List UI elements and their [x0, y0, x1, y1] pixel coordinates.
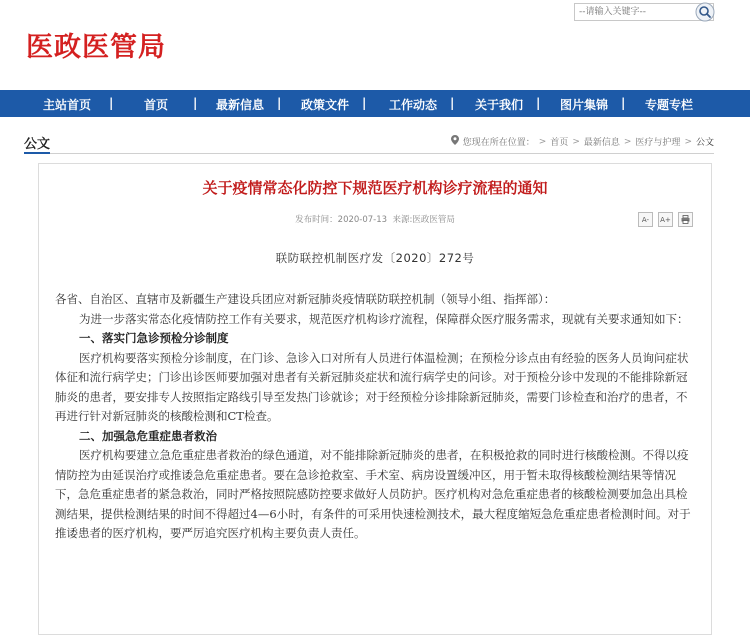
meta-source: 医政医管局 [412, 215, 455, 225]
main-nav [0, 90, 750, 117]
meta-date: 2020-07-13 [337, 215, 388, 225]
nav-item-work-news[interactable]: 工作动态 [389, 98, 438, 112]
nav-item-gallery[interactable]: 图片集锦 [560, 98, 609, 112]
breadcrumb-prefix: 您现在所在位置： [462, 138, 535, 148]
nav-separator: | [277, 96, 282, 110]
search-input[interactable] [575, 5, 701, 19]
document-number: 联防联控机制医疗发〔2020〕272号 [275, 251, 475, 265]
article-meta [39, 213, 711, 225]
search-icon[interactable] [695, 2, 715, 22]
breadcrumb-item-latest[interactable]: 最新信息 [583, 138, 620, 148]
nav-item-home[interactable]: 首页 [144, 98, 169, 112]
meta-source-label: 来源: [392, 215, 413, 225]
meta-date-label: 发布时间： [295, 215, 338, 225]
article-body [55, 290, 695, 544]
printer-icon [681, 215, 690, 224]
nav-separator: | [109, 96, 114, 110]
breadcrumb-item-home[interactable]: 首页 [550, 138, 569, 148]
location-pin-icon [451, 135, 459, 148]
site-logo[interactable]: 医政医管局 [26, 32, 166, 63]
nav-item-policy[interactable]: 政策文件 [301, 98, 350, 112]
nav-item-main-home[interactable]: 主站首页 [43, 98, 92, 112]
nav-item-about[interactable]: 关于我们 [475, 98, 524, 112]
intro-paragraph: 为进一步落实常态化疫情防控工作有关要求，规范医疗机构诊疗流程，保障群众医疗服务需求，现就有关要求通知如下： [79, 311, 689, 326]
breadcrumb [451, 135, 714, 148]
article-tools [638, 212, 693, 227]
section-2-paragraph: 医疗机构要建立急危重症患者救治的绿色通道，对不能排除新冠肺炎的患者，在积极抢救的同时进行核酸检测。不得以疫情防控为由延误治疗或推诿急危重症患者。要在急诊抢救室、手术室、病房设置缓冲区，用于暂未取得核酸检测结果等情况下，急危重症患者的紧急救治，同时严格按照院感防控要求做好人员防护。医疗机构对急危重症患者的核酸检测要加急出具检测结果，提供检测结果的时间不得超过4—6小时，有条件的可采用快速检测技术，最大程度缩短急危重症患者检测时间。对于推诿患者的医疗机构，要严厉追究医疗机构主要负责人责任。 [55, 448, 691, 540]
print-button[interactable] [678, 212, 693, 227]
search-box [574, 3, 714, 21]
breadcrumb-separator: > [623, 136, 632, 147]
section-heading-1: 一、落实门急诊预检分诊制度 [79, 331, 229, 345]
breadcrumb-item-current: 公文 [695, 138, 714, 148]
breadcrumb-item-medical-nursing[interactable]: 医疗与护理 [635, 138, 681, 148]
nav-separator: | [450, 96, 455, 110]
breadcrumb-separator: > [538, 136, 547, 147]
nav-separator: | [621, 96, 626, 110]
font-increase-button[interactable]: A+ [658, 212, 673, 227]
section-heading-2: 二、加强急危重症患者救治 [79, 428, 217, 443]
section-1-paragraph: 医疗机构要落实预检分诊制度，在门诊、急诊入口对所有人员进行体温检测；在预检分诊点由有经验的医务人员询问症状体征和流行病学史；门诊出诊医师要加强对患者有关新冠肺炎症状和流行病学史的问诊。对于预检分诊中发现的不能排除新冠肺炎的患者，要安排专人按照指定路线引导至发热门诊就诊；对于经预检分诊排除新冠肺炎，需要门诊检查和治疗的患者，不再进行针对新冠肺炎的核酸检测和CT检查。 [55, 350, 689, 423]
site-header [0, 0, 750, 90]
nav-separator: | [193, 96, 198, 110]
breadcrumb-row [24, 133, 714, 154]
nav-separator: | [362, 96, 367, 110]
article-title: 关于疫情常态化防控下规范医疗机构诊疗流程的通知 [202, 179, 548, 197]
breadcrumb-separator: > [572, 136, 580, 147]
font-decrease-button[interactable]: A- [638, 212, 653, 227]
nav-item-topics[interactable]: 专题专栏 [645, 98, 694, 112]
nav-separator: | [536, 96, 541, 110]
nav-item-latest[interactable]: 最新信息 [216, 98, 265, 112]
breadcrumb-separator: > [684, 136, 692, 147]
section-title: 公文 [24, 133, 50, 154]
salutation: 各省、自治区、直辖市及新疆生产建设兵团应对新冠肺炎疫情联防联控机制（领导小组、指挥部）： [55, 292, 556, 306]
